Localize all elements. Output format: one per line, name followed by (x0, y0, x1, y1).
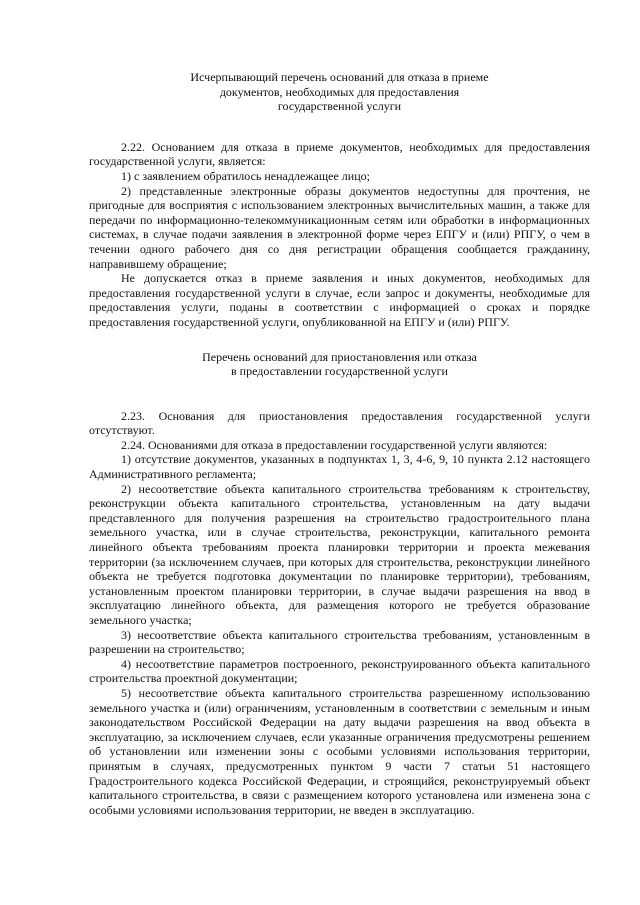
section-body-suspension-refusal (89, 409, 590, 818)
heading-line: Исчерпывающий перечень оснований для отказа в приеме (190, 70, 489, 84)
paragraph: 5) несоответствие объекта капитального строительства разрешенному использованию земельного участка и (или) ограничениям, установленным в соответствии с земельным и иным законодательством Российской Федерации на дату выдачи разрешения на ввод объекта в эксплуатацию, за исключением случаев, если указанные ограничения предусмотрены решением об установлении или изменении зоны с особыми условиями использования территории, принятым в случаях, предусмотренных пунктом 9 части 7 статьи 51 настоящего Градостроительного кодекса Российской Федерации, и строящийся, реконструируемый объект капитального строительства, в связи с размещением которого установлена или изменена зона с особыми условиями использования территории, не введен в эксплуатацию. (89, 685, 590, 817)
heading-line: государственной услуги (277, 99, 402, 114)
heading-line: Перечень оснований для приостановления или отказа (202, 349, 477, 364)
paragraph: 2) представленные электронные образы документов недоступны для прочтения, не пригодные для восприятия с использованием электронных вычислительных машин, а также для передачи по информационно-телекоммуникационным сетям или обработки в информационных системах, в случае подачи заявления в электронной форме через ЕПГУ и (или) РПГУ, о чем в течении одного рабочего дня со дня регистрации обращения сообщается гражданину, направившему обращение; (89, 183, 590, 271)
paragraph: 2.22. Основанием для отказа в приеме документов, необходимых для предоставления государственной услуги, является: (89, 139, 590, 169)
paragraph: 4) несоответствие параметров построенного, реконструированного объекта капитального строительства проектной документации; (89, 656, 590, 686)
paragraph: 3) несоответствие объекта капитального строительства требованиям, установленным в разрешении на строительство; (89, 627, 590, 657)
section-heading-refusal-reception (89, 70, 590, 114)
heading-line: документов, необходимых для предоставления (219, 84, 460, 99)
paragraph: 2) несоответствие объекта капитального строительства требованиям к строительству, реконструкции объекта капитального строительства, установленным на дату выдачи представленного для получения разрешения на строительство градостроительного плана земельного участка, или в случае строительства, реконструкции, капитального ремонта линейного объекта требованиям проекта планировки территории и проекта межевания территории (за исключением случаев, при которых для строительства, реконструкции линейного объекта не требуется подготовка документации по планировке территории), требованиям, установленным проектом планировки территории, в случае выдачи разрешения на ввод в эксплуатацию линейного объекта, для размещения которого не требуется образование земельного участка; (89, 481, 590, 627)
section-heading-suspension-refusal (89, 350, 590, 379)
paragraph: 2.23. Основания для приостановления предоставления государственной услуги отсутствуют. (89, 408, 590, 438)
paragraph: 1) отсутствие документов, указанных в подпунктах 1, 3, 4-6, 9, 10 пункта 2.12 настоящего Административного регламента; (89, 452, 590, 482)
paragraph: 1) с заявлением обратилось ненадлежащее лицо; (121, 168, 370, 183)
section-body-refusal-reception (89, 140, 590, 330)
heading-line: в предоставлении государственной услуги (231, 364, 448, 379)
paragraph: Не допускается отказ в приеме заявления и иных документов, необходимых для предоставления государственной услуги в случае, если запрос и документы, необходимые для предоставления услуги, поданы в соответствии с информацией о сроках и порядке предоставления государственной услуги, опубликованной на ЕПГУ и (или) РПГУ. (89, 271, 590, 329)
paragraph: 2.24. Основаниями для отказа в предоставлении государственной услуги являются: (121, 437, 548, 452)
